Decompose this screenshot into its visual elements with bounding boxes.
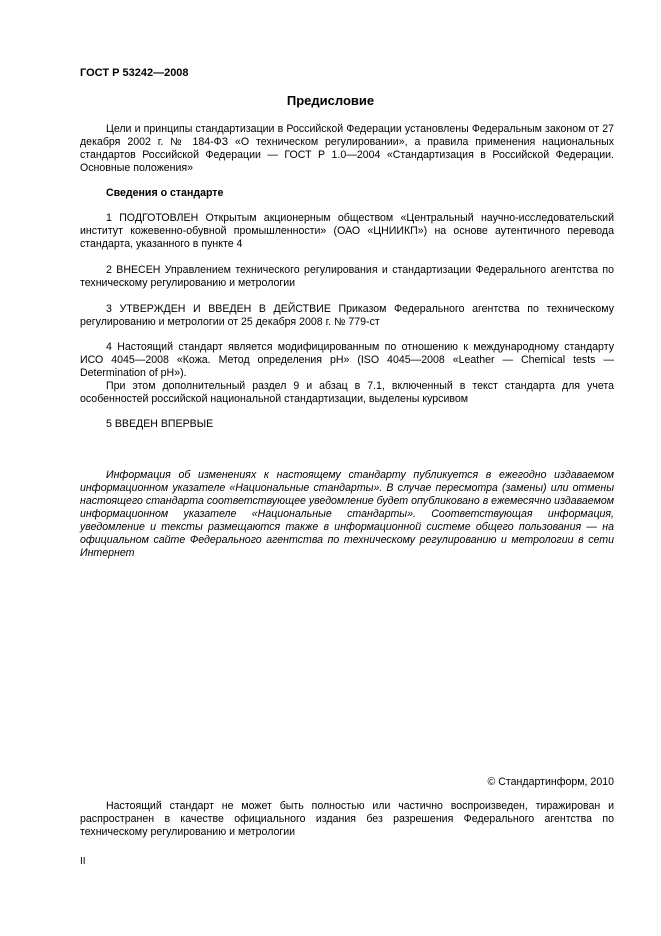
legal-paragraph: Настоящий стандарт не может быть полностью или частично воспроизведен, тиражирован и распространен в качестве официального издания без разрешения Федерального агентства по техническому регулированию и метрологии [80,800,614,838]
item-2: 2 ВНЕСЕН Управлением технического регулирования и стандартизации Федерального агентства по техническому регулированию и метрологии [80,264,614,289]
item-3: 3 УТВЕРЖДЕН И ВВЕДЕН В ДЕЙСТВИЕ Приказом Федерального агентства по техническому регулированию и метрологии от 25 декабря 2008 г. № 779-ст [80,303,614,328]
subheading: Сведения о стандарте [106,187,224,199]
item-4-note: При этом дополнительный раздел 9 и абзац в 7.1, включенный в текст стандарта для учета особенностей российской национальной стандартизации, выделены курсивом [80,380,614,405]
item-1: 1 ПОДГОТОВЛЕН Открытым акционерным обществом «Центральный научно-исследовательский институт кожевенно-обувной промышленности» (ОАО «ЦНИИКП») на основе аутентичного перевода стандарта, указанного в пункте 4 [80,212,614,250]
item-4-text: 4 Настоящий стандарт является модифицированным по отношению к международному стандарту ИСО 4045—2008 «Кожа. Метод определения pH» (ISO 4045—2008 «Leather — Chemical tests — Determination of pH»). [80,341,614,379]
notice-paragraph: Информация об изменениях к настоящему стандарту публикуется в ежегодно издаваемом информационном указателе «Национальные стандарты». В случае пересмотра (замены) или отмены настоящего стандарта соответствующее уведомление будет опубликовано в ежемесячно издаваемом информационном указателе «Национальные стандарты». Соответствующая информация, уведомление и тексты размещаются также в информационной системе общего пользования — на официальном сайте Федерального агентства по техническому регулированию и метрологии в сети Интернет [80,469,614,559]
page-number: II [80,856,86,867]
item-4 [80,341,614,406]
section-title: Предисловие [286,93,375,108]
item-5: 5 ВВЕДЕН ВПЕРВЫЕ [106,418,214,430]
copyright: © Стандартинформ, 2010 [487,776,614,788]
document-header: ГОСТ Р 53242—2008 [80,67,189,79]
intro-paragraph: Цели и принципы стандартизации в Российской Федерации установлены Федеральным законом от 27 декабря 2002 г. № 184-ФЗ «О техническом регулировании», а правила применения национальных стандартов Российской Федерации — ГОСТ Р 1.0—2004 «Стандартизация в Российской Федерации. Основные положения» [80,123,614,174]
